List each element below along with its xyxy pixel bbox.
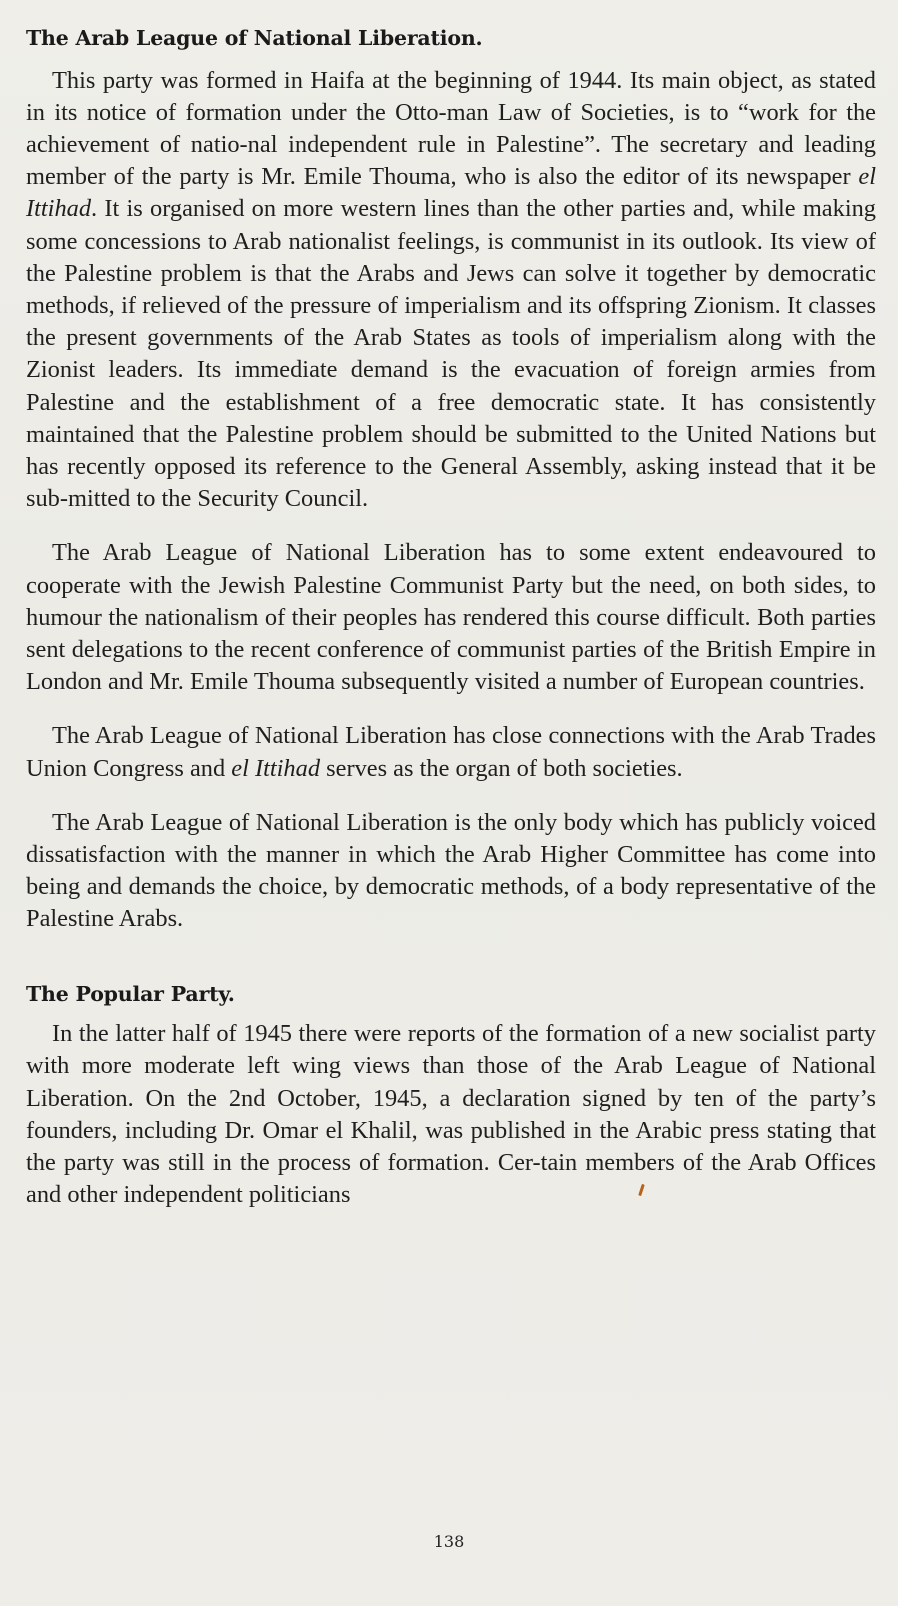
- section-heading-popular-party: The Popular Party.: [26, 981, 235, 1006]
- paragraph: [26, 1018, 876, 1211]
- newspaper-title: el Ittihad: [26, 163, 876, 223]
- page-content: [26, 26, 876, 1211]
- paragraph: [26, 65, 876, 516]
- text-run: The Arab League of National Liberation has to some extent endeavoured to cooperate with the Jewish Palestine Communist Party but the need, on both sides, to humour the nationalism of their peoples has rendered this course difficult. Both parties sent delegations to the recent conference of communist parties of the British Empire in London and Mr. Emile Thouma subsequently visited a number of European countries.: [26, 539, 876, 696]
- text-run: The Arab League of National Liberation is the only body which has publicly voiced dissatisfaction with the manner in which the Arab Higher Committee has come into being and demands the choice, by democratic methods, of a body representative of the Palestine Arabs.: [26, 808, 876, 933]
- text-run: In the latter half of 1945 there were reports of the formation of a new socialist party with more moderate left wing views than those of the Arab League of National Liberation. On the 2nd October, 1945, a declaration signed by ten of the party’s founders, including Dr. Omar el Khalil, was published in the Arabic press stating that the party was still in the process of formation. Cer-tain members of the Arab Offices and other independent politicians: [26, 1020, 876, 1209]
- text-run: This party was formed in Haifa at the beginning of 1944. Its main object, as stated in its notice of formation under the Otto-man Law of Societies, is to “work for the achievement of natio-nal independent rule in Palestine”. The secretary and leading member of the party is Mr. Emile Thouma, who is also the editor of its newspaper: [26, 66, 876, 191]
- paragraph: [26, 720, 876, 784]
- paragraph: [26, 537, 876, 698]
- newspaper-title: el Ittihad: [231, 754, 321, 782]
- text-run: . It is organised on more western lines than the other parties and, while making some concessions to Arab nationalist feelings, is communist in its outlook. Its view of the Palestine problem is that the Arabs and Jews can solve it together by democratic methods, if relieved of the pressure of imperialism and its offspring Zionism. It classes the present governments of the Arab States as tools of imperialism along with the Zionist leaders. Its immediate demand is the evacuation of foreign armies from Palestine and the establishment of a free democratic state. It has consistently maintained that the Palestine problem should be submitted to the United Nations but has recently opposed its reference to the General Assembly, asking instead that it be sub-mitted to the Security Council.: [26, 195, 876, 513]
- text-run: The Arab League of National Liberation has close connections with the Arab Trades Union Congress and: [26, 722, 876, 782]
- paragraph: [26, 807, 876, 936]
- text-run: serves as the organ of both societies.: [320, 754, 683, 782]
- section-heading-arab-league: The Arab League of National Liberation.: [26, 26, 483, 50]
- page-number: 138: [433, 1532, 465, 1551]
